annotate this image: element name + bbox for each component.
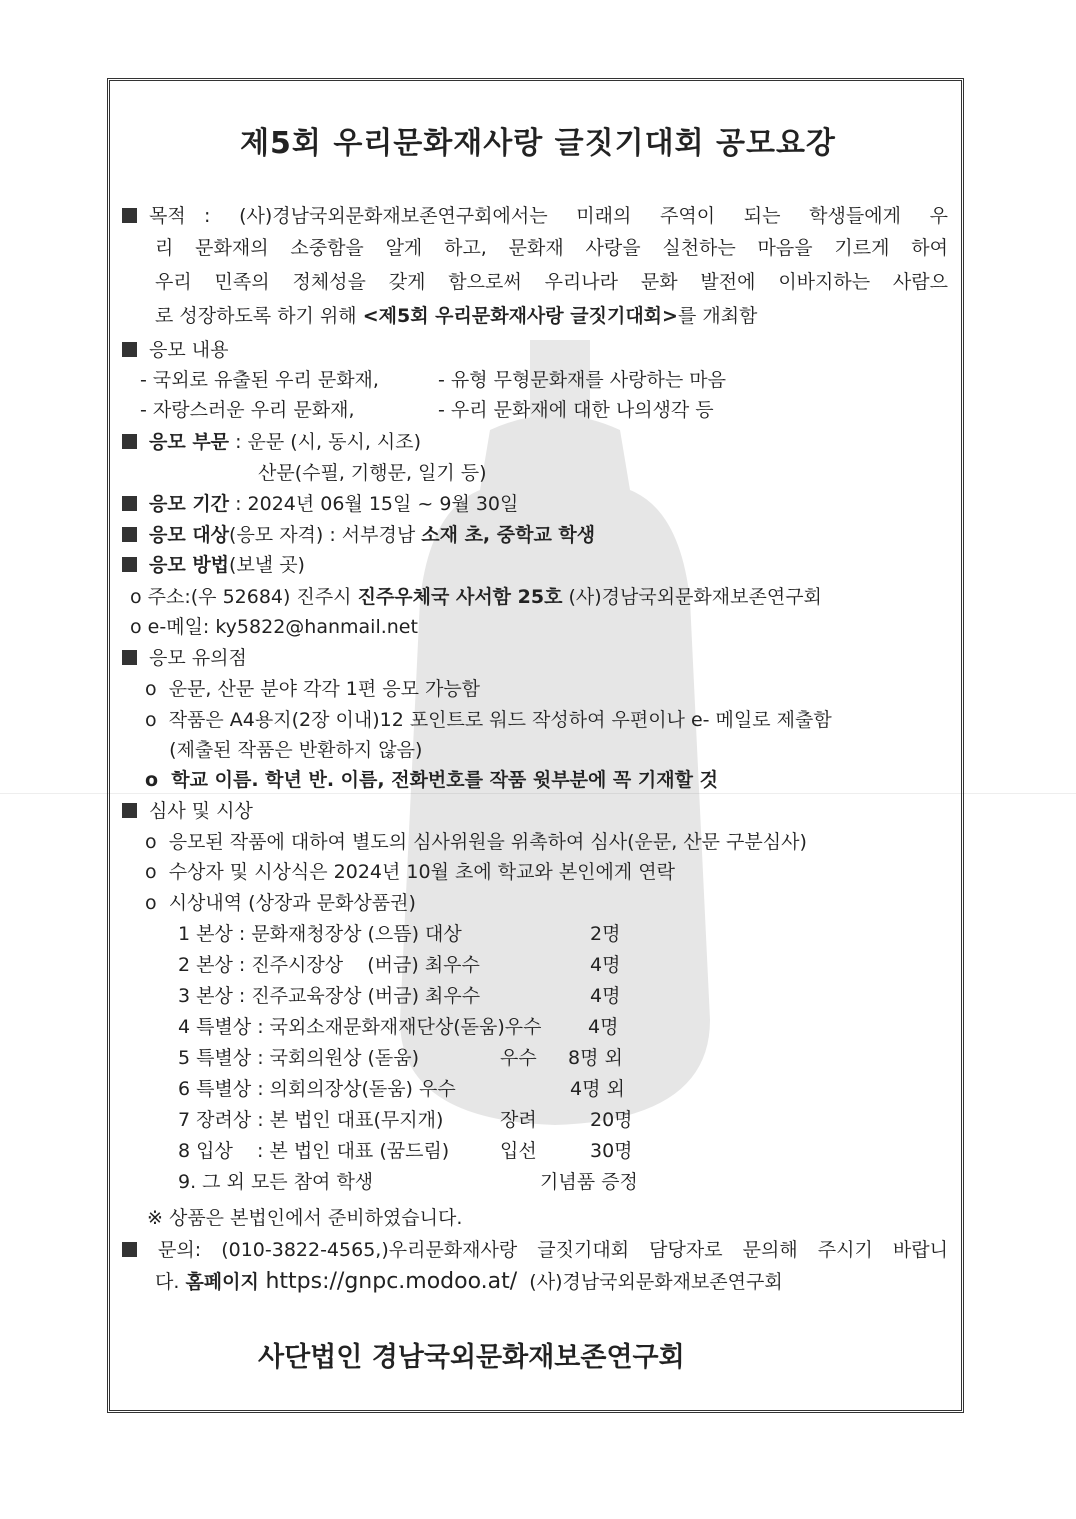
award-row: [178, 984, 621, 1008]
category-value: : 운문 (시, 동시, 시조): [235, 431, 422, 453]
award-row: [178, 1046, 623, 1070]
contents-section-header: [122, 338, 228, 362]
period-value: : 2024년 06월 15일 ~ 9월 30일: [235, 493, 519, 515]
award-row: [178, 1015, 619, 1039]
award-label: 9. 그 외 모든 참여 학생: [178, 1171, 374, 1193]
email-line: [130, 615, 418, 639]
contents-item: - 유형 무형문화재를 사랑하는 마음: [438, 369, 726, 391]
purpose-line: : (사)경남국외문화재보존연구회에서는 미래의 주역이 되는 학생들에게 우: [204, 205, 948, 227]
notes-item: o 운문, 산문 분야 각각 1편 응모 가능함: [145, 678, 481, 700]
award-row: [178, 1077, 625, 1101]
judging-item: o 응모된 작품에 대하여 별도의 심사위원을 위촉하여 심사(운문, 산문 구분심사): [145, 831, 807, 853]
purpose-text: 로 성장하도록 하기 위해: [155, 305, 363, 327]
notes-label: 응모 유의점: [149, 647, 247, 669]
bullet-square-icon: [122, 208, 137, 223]
judging-section-header: [122, 799, 253, 823]
award-label: 8 입상 : 본 법인 대표 (꿈드림): [178, 1140, 450, 1162]
award-grade: 우수: [500, 1047, 537, 1069]
contact-line: 문의: (010-3822-4565,)우리문화재사랑 글짓기대회 담당자로 문의해 주시기 바랍니: [158, 1239, 948, 1261]
eligibility-section: [122, 523, 595, 547]
contact-line: [155, 1270, 783, 1294]
award-label: 6 특별상 : 의회의장상(돋움) 우수: [178, 1078, 456, 1100]
notes-section-header: [122, 646, 247, 670]
bullet-square-icon: [122, 434, 137, 449]
contest-name: <제5회 우리문화재사랑 글짓기대회>: [362, 305, 678, 327]
award-count: 4명 외: [570, 1078, 625, 1100]
award-grade: 기념품 증정: [540, 1171, 638, 1193]
method-section-header: [122, 553, 305, 577]
judging-item: o 시상내역 (상장과 문화상품권): [145, 892, 416, 914]
award-row: [178, 1170, 638, 1194]
eligibility-text: (응모 자격) : 서부경남: [229, 524, 422, 546]
method-paren: (보낼 곳): [229, 554, 305, 576]
category-section: [122, 430, 421, 454]
award-count: 4명: [590, 985, 621, 1007]
award-label: 2 본상 : 진주시장상 (버금) 최우수: [178, 954, 480, 976]
award-grade: 입선: [500, 1140, 537, 1162]
notes-item: (제출된 작품은 반환하지 않음): [145, 739, 423, 761]
purpose-line: 우리 민족의 정체성을 갖게 함으로써 우리나라 문화 발전에 이바지하는 사람으: [155, 271, 948, 293]
bullet-square-icon: [122, 496, 137, 511]
contents-label: 응모 내용: [149, 339, 229, 361]
award-count: 4명: [590, 954, 621, 976]
judging-label: 심사 및 시상: [149, 800, 253, 822]
bullet-square-icon: [122, 650, 137, 665]
award-grade: 장려: [500, 1109, 537, 1131]
email-label: o e-메일:: [130, 616, 216, 638]
contact-text: 다.: [155, 1271, 186, 1293]
award-count: 20명: [590, 1109, 633, 1131]
contents-item: - 국외로 유출된 우리 문화재,: [140, 369, 379, 391]
purpose-section-header: [122, 204, 186, 228]
purpose-line: 리 문화재의 소중함을 알게 하고, 문화재 사랑을 실천하는 마음을 기르게 하여: [155, 237, 948, 259]
award-count: 2명: [590, 923, 621, 945]
award-row: [178, 1108, 633, 1132]
method-label: 응모 방법: [149, 554, 230, 576]
award-label: 1 본상 : 문화재청장상 (으뜸) 대상: [178, 923, 462, 945]
award-count: 30명: [590, 1140, 633, 1162]
contact-org: (사)경남국외문화재보존연구회: [529, 1271, 783, 1293]
contents-item: - 자랑스러운 우리 문화재,: [140, 399, 355, 421]
period-label: 응모 기간: [149, 493, 230, 515]
category-value: 산문(수필, 기행문, 일기 등): [258, 462, 487, 484]
notes-item: o 학교 이름. 학년 반. 이름, 전화번호를 작품 윗부분에 꼭 기재할 것: [145, 769, 718, 791]
judging-item: o 수상자 및 시상식은 2024년 10월 초에 학교와 본인에게 연락: [145, 861, 675, 883]
period-section: [122, 492, 518, 516]
homepage-link[interactable]: https://gnpc.modoo.at/: [265, 1269, 518, 1294]
po-box: 진주우체국 사서함 25호: [357, 586, 563, 608]
address-line: [130, 585, 822, 609]
purpose-label: 목적: [149, 205, 186, 227]
award-label: 7 장려상 : 본 법인 대표(무지개): [178, 1109, 444, 1131]
eligibility-label: 응모 대상: [149, 524, 230, 546]
purpose-text: 를 개최함: [677, 305, 758, 327]
award-row: [178, 953, 621, 977]
eligibility-value: 소재 초, 중학교 학생: [421, 524, 596, 546]
award-count: 8명 외: [568, 1047, 623, 1069]
bullet-square-icon: [122, 803, 137, 818]
contents-item: - 우리 문화재에 대한 나의생각 등: [438, 399, 714, 421]
award-label: 3 본상 : 진주교육장상 (버금) 최우수: [178, 985, 481, 1007]
issuer-footer: 사단법인 경남국외문화재보존연구회: [258, 1342, 685, 1373]
notes-item: o 작품은 A4용지(2장 이내)12 포인트로 워드 작성하여 우편이나 e- 메일로 제출함: [145, 709, 832, 731]
award-label: 4 특별상 : 국외소재문화재재단상(돋움)우수: [178, 1016, 542, 1038]
award-row: [178, 1139, 633, 1163]
address-text: o 주소:(우 52684) 진주시: [130, 586, 358, 608]
bullet-square-icon: [122, 557, 137, 572]
homepage-label: 홈페이지: [185, 1271, 266, 1293]
award-row: [178, 922, 621, 946]
bullet-square-icon: [122, 342, 137, 357]
prize-footnote: ※ 상품은 본법인에서 준비하였습니다.: [147, 1207, 463, 1229]
bell-watermark-icon: [380, 340, 730, 1130]
award-label: 5 특별상 : 국회의원상 (돋움): [178, 1047, 420, 1069]
bullet-square-icon: [122, 527, 137, 542]
purpose-line: [155, 304, 757, 328]
category-label: 응모 부문: [149, 431, 230, 453]
email-link[interactable]: ky5822@hanmail.net: [215, 616, 418, 638]
page-title: 제5회 우리문화재사랑 글짓기대회 공모요강: [240, 126, 836, 161]
bullet-square-icon: [122, 1238, 149, 1262]
address-org: (사)경남국외문화재보존연구회: [562, 586, 822, 608]
award-count: 4명: [588, 1016, 619, 1038]
